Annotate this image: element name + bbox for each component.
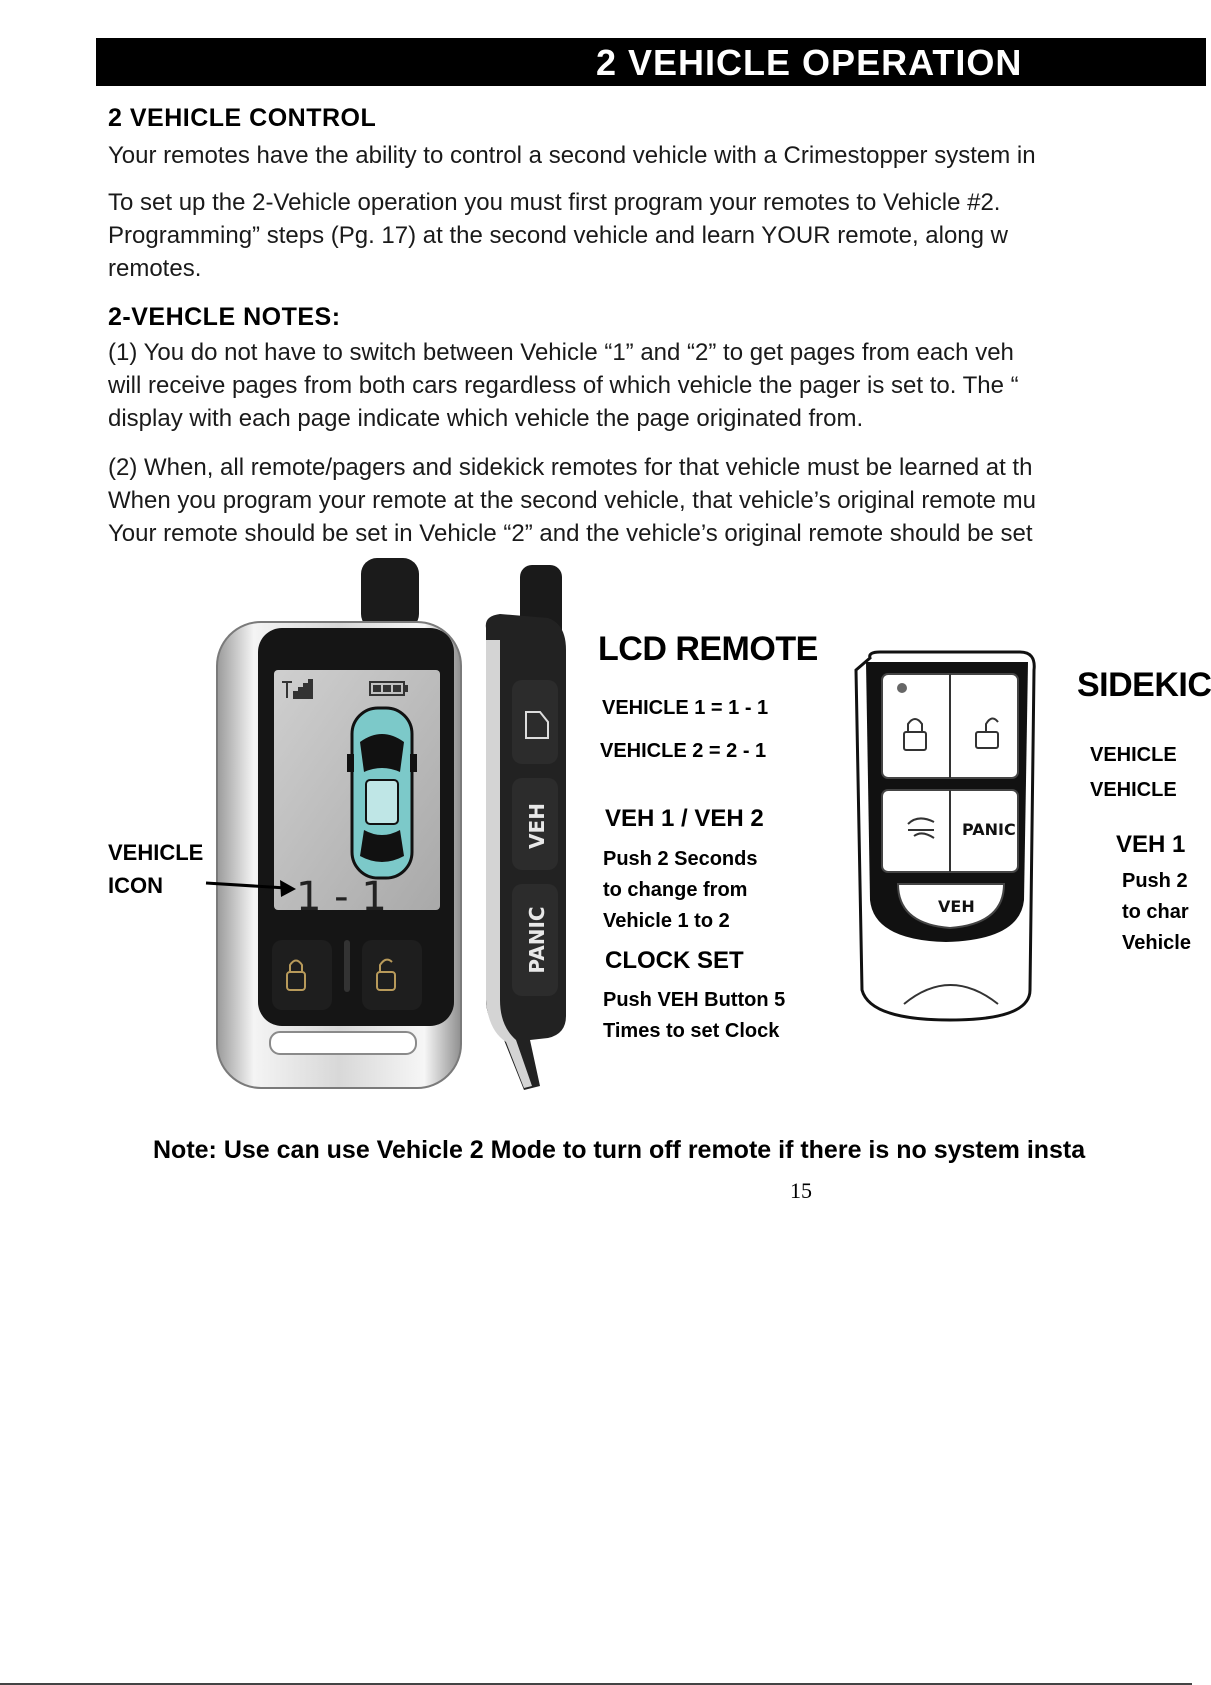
side-car-button[interactable] — [512, 680, 558, 764]
remote-illustrations — [0, 550, 1192, 1100]
fob-panic-label: PANIC — [962, 820, 1016, 839]
note1-line-1: (1) You do not have to switch between Vehicle “1” and “2” to get pages from each veh — [108, 339, 1014, 366]
sidekick-vehicle-1: VEHICLE — [1090, 744, 1177, 766]
antenna — [361, 558, 419, 630]
lock-button[interactable] — [272, 940, 332, 1010]
note2-line-2: When you program your remote at the second vehicle, that vehicle’s original remote mu — [108, 487, 1037, 514]
section-header-bar — [96, 38, 1206, 86]
button-divider — [344, 940, 350, 992]
lcd-clock-desc-2: Times to set Clock — [603, 1020, 780, 1042]
vehicle-2-mode-note: Note: Use can use Vehicle 2 Mode to turn off remote if there is no system insta — [153, 1136, 1086, 1164]
note2-line-3: Your remote should be set in Vehicle “2” and the vehicle’s original remote should be set — [108, 520, 1033, 547]
lcd-remote-side — [486, 565, 566, 1090]
sidekick-fob — [856, 652, 1034, 1020]
note2-line-1: (2) When, all remote/pagers and sidekick remotes for that vehicle must be learned at th — [108, 454, 1033, 481]
paragraph-setup-line-3: remotes. — [108, 255, 202, 282]
vehicle-icon-label-line-2: ICON — [108, 873, 163, 898]
fob-veh-label: VEH — [938, 897, 975, 916]
heading-2-vehicle-notes: 2-VEHCLE NOTES: — [108, 303, 341, 331]
fob-led — [897, 683, 907, 693]
paragraph-control-intro: Your remotes have the ability to control a second vehicle with a Crimestopper system in — [108, 142, 1036, 169]
sidekick-desc-2: to char — [1122, 901, 1189, 923]
vehicle-icon-label-line-1: VEHICLE — [108, 840, 204, 865]
paragraph-setup-line-1: To set up the 2-Vehicle operation you must first program your remotes to Vehicle #2. — [108, 189, 1001, 216]
lcd-vehicle-2-code: VEHICLE 2 = 2 - 1 — [600, 740, 767, 762]
lcd-veh-desc-3: Vehicle 1 to 2 — [603, 910, 730, 932]
lcd-veh-toggle-heading: VEH 1 / VEH 2 — [605, 805, 764, 832]
lanyard-loop — [270, 1032, 416, 1054]
unlock-button[interactable] — [362, 940, 422, 1010]
sidekick-veh-heading: VEH 1 — [1116, 831, 1186, 858]
note1-line-2: will receive pages from both cars regardless of which vehicle the pager is set to. The “ — [108, 372, 1019, 399]
lcd-remote-title: LCD REMOTE — [598, 630, 818, 668]
lcd-veh-desc-1: Push 2 Seconds — [603, 848, 758, 870]
lcd-clock-desc-1: Push VEH Button 5 — [603, 989, 786, 1011]
sidekick-desc-1: Push 2 — [1122, 870, 1188, 892]
lcd-vehicle-1-code: VEHICLE 1 = 1 - 1 — [602, 697, 769, 719]
side-panic-label: PANIC — [525, 906, 549, 974]
paragraph-setup-line-2: Programming” steps (Pg. 17) at the second vehicle and learn YOUR remote, along w — [108, 222, 1008, 249]
car-icon — [347, 708, 417, 878]
page-title: 2 VEHICLE OPERATION — [596, 42, 1023, 83]
sidekick-title: SIDEKIC — [1077, 666, 1211, 704]
lcd-digit-display: 1 - 1 — [296, 874, 387, 920]
page-number: 15 — [790, 1178, 812, 1203]
note1-line-3: display with each page indicate which vehicle the page originated from. — [108, 405, 864, 432]
sidekick-desc-3: Vehicle — [1122, 932, 1191, 954]
side-veh-label: VEH — [525, 803, 549, 849]
lcd-veh-desc-2: to change from — [603, 879, 748, 901]
sidekick-vehicle-2: VEHICLE — [1090, 779, 1177, 801]
lcd-remote-front — [217, 558, 461, 1088]
heading-2-vehicle-control: 2 VEHICLE CONTROL — [108, 104, 377, 132]
lcd-clock-set-heading: CLOCK SET — [605, 947, 744, 974]
